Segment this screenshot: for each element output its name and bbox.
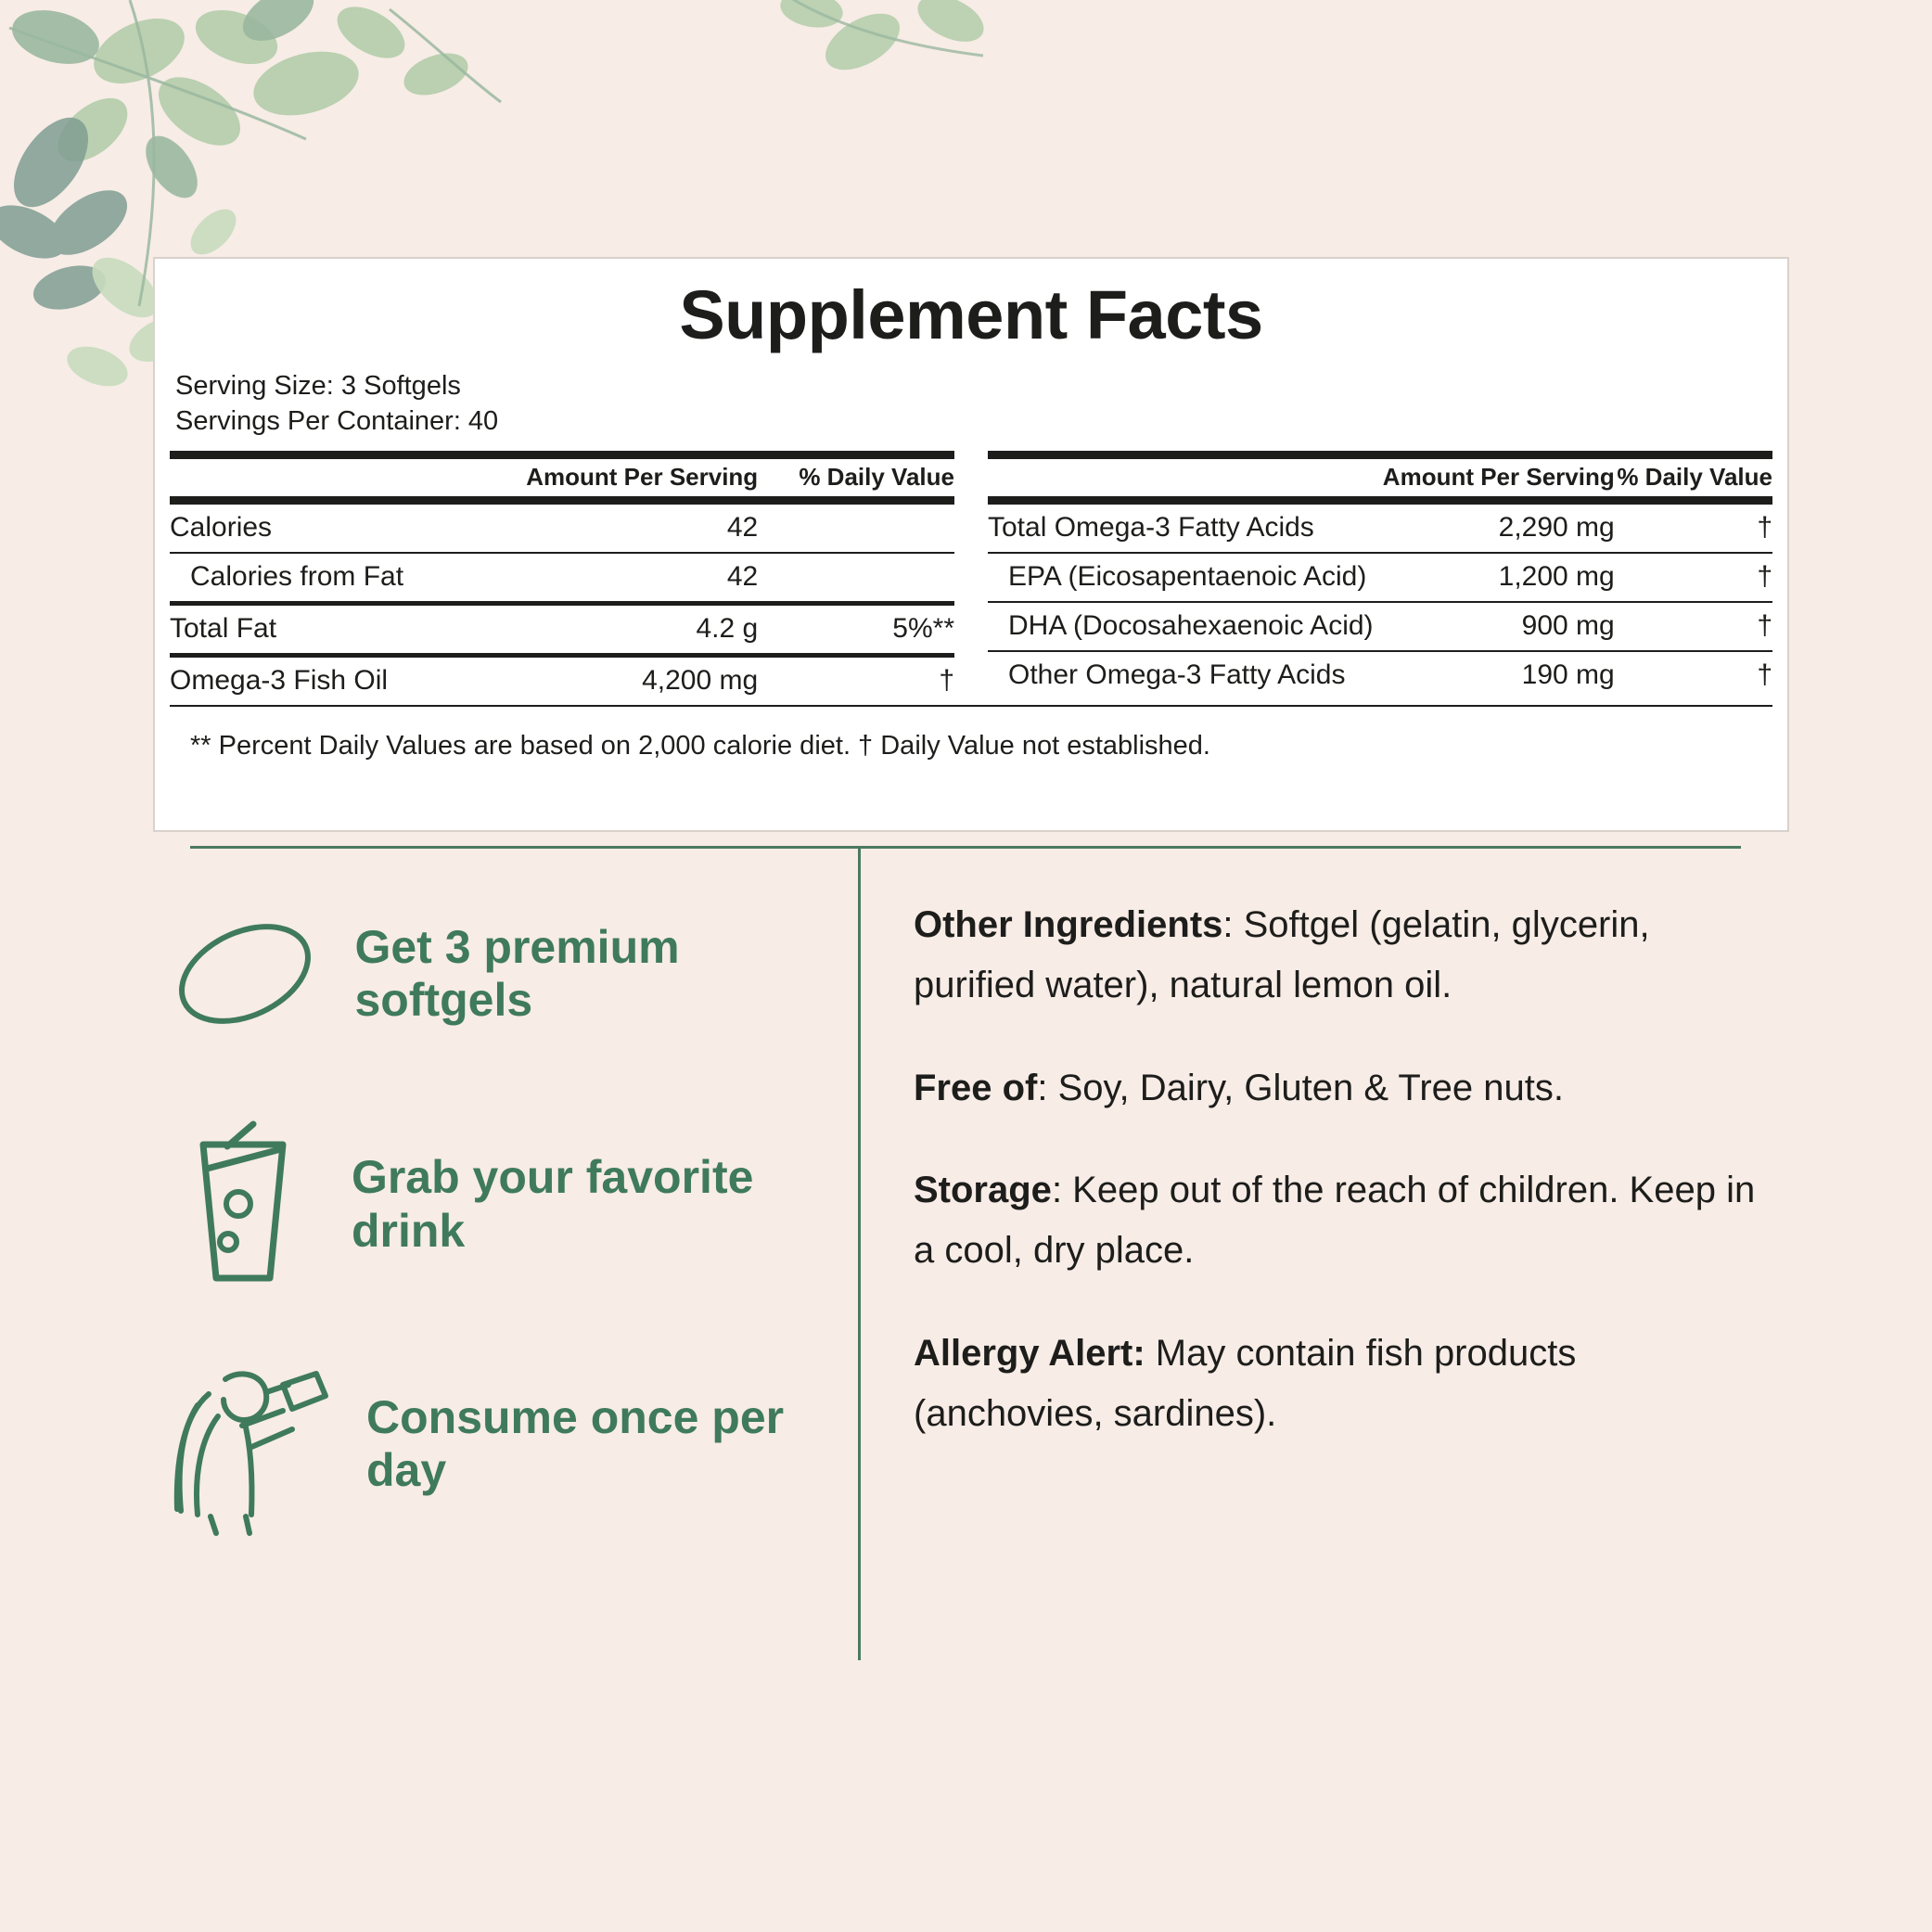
table-row: [170, 500, 954, 553]
free-of-text: : Soy, Dairy, Gluten & Tree nuts.: [1037, 1067, 1564, 1108]
list-item: [153, 890, 839, 1057]
row-dv: 5%**: [758, 603, 954, 655]
other-ingredients-text: : Softgel (gelatin, glycerin, purified water), natural lemon oil.: [914, 904, 1650, 1005]
row-amount: 4,200 mg: [642, 664, 759, 696]
facts-columns: [170, 451, 1772, 705]
nutrition-table-left: [170, 451, 954, 705]
person-drinking-icon: [153, 1351, 348, 1537]
leaf-decoration-secondary: [723, 0, 1094, 176]
footnote-container: [170, 705, 1772, 761]
allergy-label: Allergy Alert:: [914, 1332, 1145, 1374]
free-of-label: Free of: [914, 1067, 1038, 1108]
servings-per-container: Servings Per Container: 40: [175, 406, 499, 437]
product-info: [914, 895, 1776, 1487]
row-label: Other Omega-3 Fatty Acids: [1008, 659, 1346, 690]
vertical-divider: [858, 846, 861, 1660]
left-header-blank: [170, 454, 465, 500]
serving-size: Serving Size: 3 Softgels: [175, 370, 461, 401]
row-dv: †: [1615, 602, 1772, 651]
list-item: [153, 1351, 839, 1537]
step-label: Consume once per day: [366, 1390, 785, 1496]
row-label: Total Fat: [170, 603, 465, 655]
other-ingredients-label: Other Ingredients: [914, 904, 1223, 945]
row-amount: 900 mg: [1379, 602, 1615, 651]
storage-text: : Keep out of the reach of children. Keep in a cool, dry place.: [914, 1170, 1756, 1272]
free-of: [914, 1058, 1776, 1119]
right-header-amount: Amount Per Serving: [1379, 454, 1615, 500]
serving-info: [175, 368, 1787, 440]
facts-column-right: [967, 451, 1772, 699]
row-dv: †: [939, 664, 954, 696]
table-row: [170, 553, 954, 604]
allergy-alert: [914, 1324, 1776, 1444]
row-amount: 1,200 mg: [1379, 553, 1615, 602]
row-dv: †: [1757, 659, 1772, 690]
table-row: [170, 603, 954, 655]
softgel-icon: [153, 914, 336, 1034]
allergy-text: May contain fish products (anchovies, sardines).: [914, 1332, 1577, 1434]
row-amount: 190 mg: [1521, 659, 1615, 690]
usage-steps: [153, 890, 839, 1598]
left-header-dv: % Daily Value: [758, 454, 954, 500]
step-label: Get 3 premium softgels: [354, 920, 680, 1026]
step-label: Grab your favorite drink: [351, 1151, 754, 1257]
right-header-dv: % Daily Value: [1615, 454, 1772, 500]
row-dv: †: [1615, 553, 1772, 602]
storage: [914, 1160, 1776, 1281]
table-row: [988, 651, 1772, 699]
storage-label: Storage: [914, 1170, 1052, 1211]
row-label: EPA (Eicosapentaenoic Acid): [988, 553, 1379, 602]
facts-column-left: [170, 451, 967, 705]
supplement-facts-panel: [153, 257, 1789, 832]
row-amount: 42: [465, 500, 758, 553]
row-dv: [758, 500, 954, 553]
drinking-glass-icon: [153, 1119, 333, 1290]
table-row: [170, 655, 954, 705]
row-amount: 42: [465, 553, 758, 604]
nutrition-table-right: [988, 451, 1772, 699]
row-dv: †: [1615, 500, 1772, 553]
row-label: Omega-3 Fish Oil: [170, 664, 389, 696]
row-label: Calories from Fat: [170, 553, 465, 604]
row-amount: 4.2 g: [465, 603, 758, 655]
row-label: DHA (Docosahexaenoic Acid): [988, 602, 1379, 651]
table-row: [988, 500, 1772, 553]
horizontal-divider: [190, 846, 1741, 849]
row-label: Total Omega-3 Fatty Acids: [988, 500, 1379, 553]
table-row: [988, 553, 1772, 602]
daily-value-footnote: ** Percent Daily Values are based on 2,000 calorie diet. † Daily Value not established.: [190, 730, 1210, 761]
table-row: [988, 602, 1772, 651]
other-ingredients: [914, 895, 1776, 1016]
row-label: Calories: [170, 500, 465, 553]
right-header-blank: [988, 454, 1379, 500]
page-title: Supplement Facts: [679, 276, 1263, 353]
list-item: [153, 1119, 839, 1290]
row-dv: [758, 553, 954, 604]
row-amount: 2,290 mg: [1379, 500, 1615, 553]
left-header-amount: Amount Per Serving: [465, 454, 758, 500]
